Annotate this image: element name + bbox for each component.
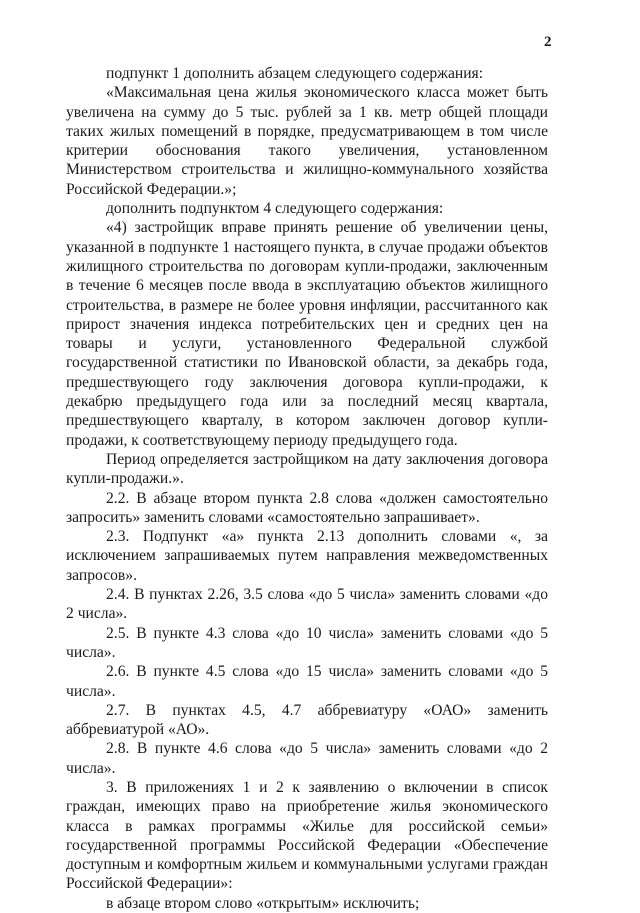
paragraph: «4) застройщик вправе принять решение об увеличении цены, указанной в подпункте 1 настоящего пункта, в случае продажи объектов жилищного строительства по договорам купли-продажи, заключенным в течение 6 месяцев после ввода в эксплуатацию объектов жилищного строительства, в размере не более уровня инфляции, рассчитанного как прирост значения индекса потребительских цен и средних цен на товары и услуги, установленного Федеральной службой государственной статистики по Ивановской области, за декабрь года, предшествующего году заключения договора купли-продажи, к декабрю предыдущего года или за последний месяц квартала, предшествующего кварталу, в котором заключен договор купли-продажи, к соответствующему периоду предыдущего года.: [66, 219, 548, 449]
paragraph: в абзаце втором слово «открытым» исключить;: [106, 894, 420, 912]
paragraph: дополнить подпунктом 4 следующего содержания:: [106, 200, 444, 218]
paragraph: Период определяется застройщиком на дату заключения договора купли-продажи.».: [66, 450, 548, 488]
document-body: [66, 64, 548, 913]
paragraph: 2.2. В абзаце втором пункта 2.8 слова «должен самостоятельно запросить» заменить словами «самостоятельно запрашивает».: [66, 489, 548, 526]
paragraph: 2.7. В пунктах 4.5, 4.7 аббревиатуру «ОАО» заменить аббревиатурой «АО».: [66, 701, 548, 739]
paragraph: подпункт 1 дополнить абзацем следующего содержания:: [106, 65, 484, 82]
paragraph: «Максимальная цена жилья экономического класса может быть увеличена на сумму до 5 тыс. рублей за 1 кв. метр общей площади таких жилых помещений в порядке, предусматривающем в том числе критерии обоснования такого увеличения, установленном Министерством строительства и жилищно-коммунального хозяйства Российской Федерации.»;: [66, 84, 548, 198]
paragraph: 2.6. В пункте 4.5 слова «до 15 числа» заменить словами «до 5 числа».: [66, 663, 548, 700]
paragraph: 2.5. В пункте 4.3 слова «до 10 числа» заменить словами «до 5 числа».: [66, 624, 548, 661]
paragraph: 2.3. Подпункт «а» пункта 2.13 дополнить словами «, за исключением запрашиваемых путем направления межведомственных запросов».: [66, 528, 548, 584]
page-number: 2: [544, 34, 552, 50]
paragraph: 2.8. В пункте 4.6 слова «до 5 числа» заменить словами «до 2 числа».: [66, 740, 548, 777]
paragraph: 3. В приложениях 1 и 2 к заявлению о включении в список граждан, имеющих право на приобретение жилья экономического класса в рамках программы «Жилье для российской семьи» государственной программы Российской Федерации «Обеспечение доступным и комфортным жильем и коммунальными услугами граждан Российской Федерации»:: [66, 778, 548, 893]
paragraph: 2.4. В пунктах 2.26, 3.5 слова «до 5 числа» заменить словами «до 2 числа».: [66, 586, 548, 623]
